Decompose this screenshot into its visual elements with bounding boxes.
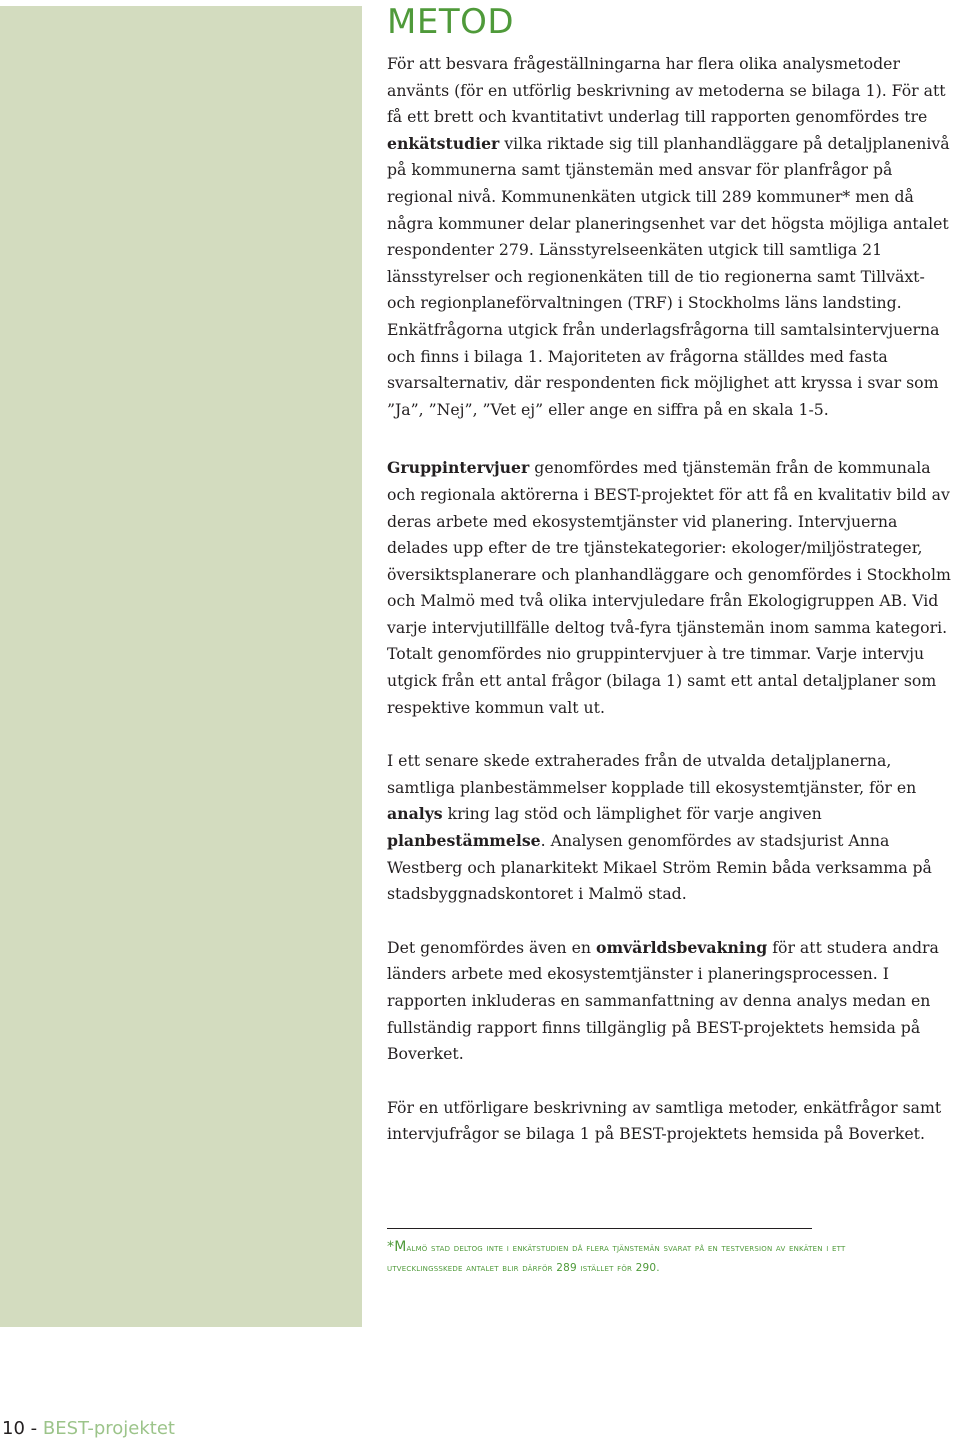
paragraph-text: . Analysen genomfördes av stadsjurist Anna Westberg och planarkitekt Mikael Ström Remin båda verksamma på stadsbyggnadskontoret i Malmö stad. [387, 831, 932, 904]
paragraph-text: för att studera andra länders arbete med ekosystemtjänster i planeringsprocessen. I rapporten inkluderas en sammanfattning av denna analys medan en fullständig rapport finns tillgänglig på BEST-projektets hemsida på Boverket. [387, 937, 939, 1064]
footnote-text: almö stad deltog inte i enkätstudien då flera tjänstemän svarat på en testversion av enkäten i ett utvecklingsskede antalet blir därför 289 istället för 290. [387, 1242, 846, 1274]
paragraph-enkatstudier [387, 51, 955, 423]
paragraph-omvarldsbevakning [387, 935, 955, 1068]
paragraph-text: vilka riktade sig till planhandläggare på detaljplanenivå på kommunerna samt tjänstemän med ansvar för planfrågor på regional nivå. Kommunenkäten utgick till 289 kommuner* men då några kommuner delar planeringsenhet var det högsta möjliga antalet respondenter 279. Länsstyrelseenkäten utgick till samtliga 21 länsstyrelser och regionenkäten till de tio regionerna samt Tillväxt- och regionplaneförvaltningen (TRF) i Stockholms läns landsting. Enkätfrågorna utgick från underlagsfrågorna till samtalsintervjuerna och finns i bilaga 1. Majoriteten av frågorna ställdes med fasta svarsalternativ, där respondenten fick möjlighet att kryssa i svar som ”Ja”, ”Nej”, ”Vet ej” eller ange en siffra på en skala 1-5. [387, 133, 950, 419]
sidebar-panel [0, 6, 362, 1327]
paragraph-text: För att besvara frågeställningarna har flera olika analysmetoder använts (för en utförlig beskrivning av metoderna se bilaga 1). För att få ett brett och kvantitativt underlag till rapporten genomfördes tre [387, 54, 946, 127]
paragraph-text: Det genomfördes även en [387, 937, 596, 957]
paragraph-text: För en utförligare beskrivning av samtliga metoder, enkätfrågor samt intervjufrågor se bilaga 1 på BEST-projektets hemsida på Boverket. [387, 1097, 942, 1144]
paragraph-hanvisning [387, 1095, 955, 1148]
bold-term-omvarldsbevakning: omvärldsbevakning [595, 937, 768, 957]
footnote [387, 1238, 857, 1278]
footnote-divider [387, 1228, 812, 1229]
page-footer [2, 1418, 175, 1439]
paragraph-analys [387, 748, 955, 908]
main-content [387, 0, 955, 1148]
paragraph-text: I ett senare skede extraherades från de utvalda detaljplanerna, samtliga planbestämmelser kopplade till ekosystemtjänster, för en [387, 751, 917, 797]
paragraph-text: kring lag stöd och lämplighet för varje angiven [442, 804, 822, 824]
page-title: METOD [387, 2, 515, 42]
footnote-lead: *M [387, 1239, 407, 1255]
bold-term-gruppintervjuer: Gruppintervjuer [387, 458, 530, 478]
bold-term-planbestammelse: planbestämmelse [387, 831, 541, 851]
paragraph-text: genomfördes med tjänstemän från de kommunala och regionala aktörerna i BEST-projektet för att få en kvalitativ bild av deras arbete med ekosystemtjänster vid planering. Intervjuerna delades upp efter de tre tjänstekategorier: ekologer/miljöstrateger, översiktsplanerare och planhandläggare och genomfördes i Stockholm och Malmö med två olika intervjuledare från Ekologigruppen AB. Vid varje intervjutillfälle deltog två-fyra tjänstemän inom samma kategori. Totalt genomfördes nio gruppintervjuer à tre timmar. Varje intervju utgick från ett antal frågor (bilaga 1) samt ett antal detaljplaner som respektive kommun valt ut. [387, 458, 951, 717]
paragraph-gruppintervjuer [387, 455, 955, 721]
footer-brand: BEST-projektet [42, 1418, 175, 1439]
page-number: 10 - [2, 1418, 43, 1439]
bold-term-analys: analys [387, 804, 443, 824]
bold-term-enkatstudier: enkätstudier [387, 133, 500, 153]
